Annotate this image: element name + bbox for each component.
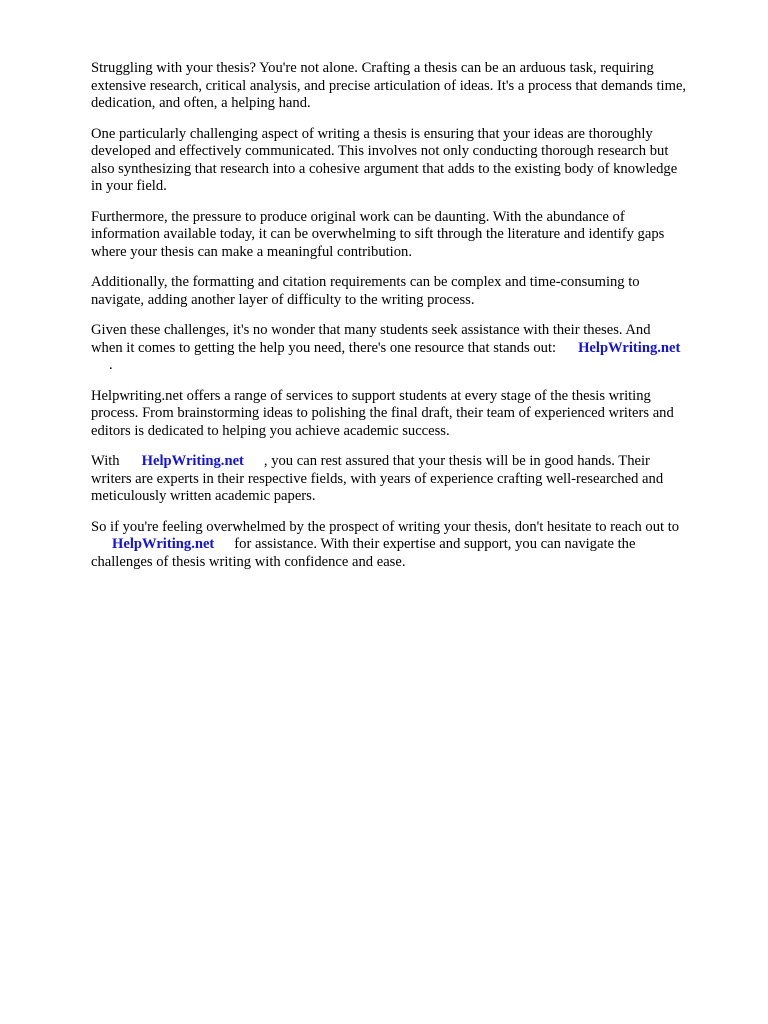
helpwriting-link[interactable]: HelpWriting.net: [578, 339, 681, 356]
paragraph-closing: [91, 519, 731, 572]
text-line: So if you're feeling overwhelmed by the prospect of writing your thesis, don't hesitate to reach out to: [91, 518, 680, 535]
text-line: information available today, it can be overwhelming to sift through the literature and identify gaps: [91, 226, 665, 242]
paragraph-challenges: [91, 126, 731, 196]
text-line: editors is dedicated to helping you achieve academic success.: [91, 422, 450, 439]
text-segment: when it comes to getting the help you need, there's one resource that stands out:: [91, 339, 557, 356]
paragraph-intro: [91, 60, 731, 113]
paragraph-formatting: [91, 274, 731, 309]
text-line: Furthermore, the pressure to produce original work can be daunting. With the abundance of: [91, 208, 625, 225]
text-line: One particularly challenging aspect of writing a thesis is ensuring that your ideas are thoroughly: [91, 125, 653, 142]
text-line: [91, 453, 731, 471]
text-line: Given these challenges, it's no wonder that many students seek assistance with their theses. And: [91, 322, 651, 338]
text-line: developed and effectively communicated. This involves not only conducting thorough research but: [91, 143, 669, 159]
helpwriting-link[interactable]: HelpWriting.net: [141, 453, 244, 469]
text-segment: , you can rest assured that your thesis will be in good hands. Their: [263, 453, 650, 469]
text-segment: for assistance. With their expertise and support, you can navigate the: [234, 536, 636, 552]
text-line: challenges of thesis writing with confidence and ease.: [91, 553, 406, 570]
text-line: .: [109, 357, 113, 373]
helpwriting-link[interactable]: HelpWriting.net: [112, 536, 215, 552]
text-line: Additionally, the formatting and citation requirements can be complex and time-consuming to: [91, 274, 640, 290]
paragraph-originality: [91, 209, 731, 262]
text-line: Helpwriting.net offers a range of services to support students at every stage of the thesis writing: [91, 387, 651, 404]
text-line: extensive research, critical analysis, and precise articulation of ideas. It's a process that demands time,: [91, 77, 687, 94]
document-page: [91, 60, 731, 584]
text-line: [91, 536, 731, 554]
paragraph-experts: [91, 453, 731, 506]
text-line: Struggling with your thesis? You're not alone. Crafting a thesis can be an arduous task, requiring: [91, 60, 654, 76]
text-line: navigate, adding another layer of difficulty to the writing process.: [91, 291, 475, 308]
text-line: meticulously written academic papers.: [91, 488, 316, 504]
text-line: where your thesis can make a meaningful contribution.: [91, 243, 412, 260]
text-line: dedication, and often, a helping hand.: [91, 95, 311, 111]
text-line: [91, 340, 731, 358]
text-line: writers are experts in their respective fields, with years of experience crafting well-researched and: [91, 470, 664, 487]
text-line: in your field.: [91, 178, 167, 194]
text-line: process. From brainstorming ideas to polishing the final draft, their team of experienced writers and: [91, 405, 674, 421]
text-line: also synthesizing that research into a cohesive argument that adds to the existing body of knowledge: [91, 160, 678, 177]
text-segment: With: [91, 453, 120, 469]
paragraph-assistance: [91, 322, 731, 375]
paragraph-services: [91, 388, 731, 441]
